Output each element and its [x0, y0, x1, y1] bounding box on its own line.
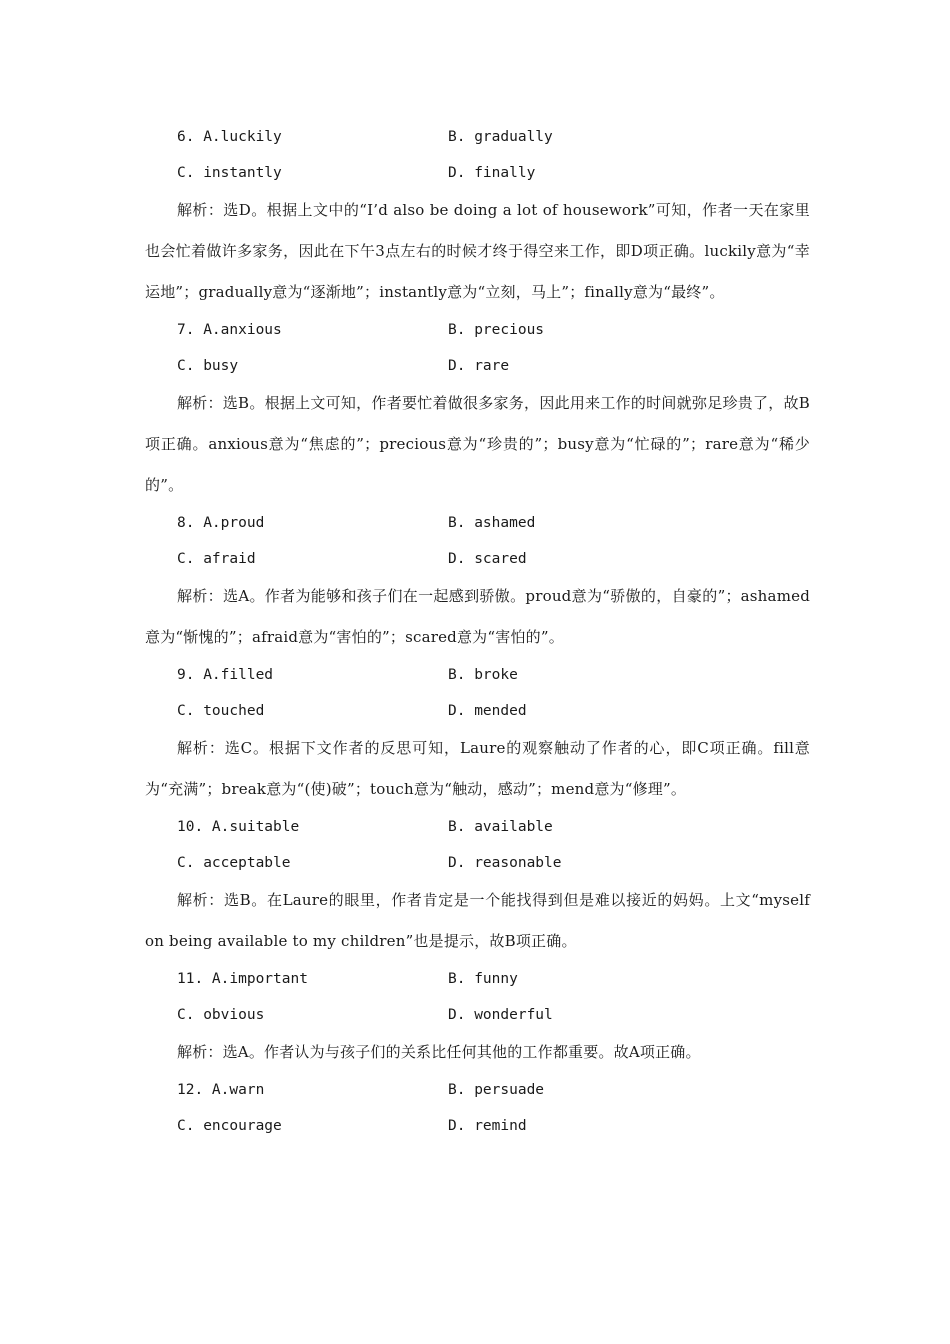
analysis-text: 解析：选B。在Laure的眼里，作者肯定是一个能找得到但是难以接近的妈妈。上文“myself on being available to my children”也是提示，故B项正确。: [145, 891, 810, 950]
option-c: C. acceptable: [177, 855, 291, 871]
option-row-cd: [145, 351, 810, 387]
option-row-ab: [145, 122, 810, 158]
option-d: D. finally: [448, 165, 536, 181]
option-a: 6. A.luckily: [177, 129, 282, 145]
option-a: 9. A.filled: [177, 667, 274, 683]
analysis-text: 解析：选A。作者认为与孩子们的关系比任何其他的工作都重要。故A项正确。: [177, 1043, 701, 1061]
option-a: 10. A.suitable: [177, 819, 300, 835]
analysis-text: 解析：选D。根据上文中的“I’d also be doing a lot of housework”可知，作者一天在家里也会忙着做许多家务，因此在下午3点左右的时候才终于得空来工作，即D项正确。luckily意为“幸运地”；gradually意为“逐渐地”；instantly意为“立刻，马上”；finally意为“最终”。: [145, 201, 810, 301]
option-row-ab: [145, 508, 810, 544]
option-row-cd: [145, 544, 810, 580]
option-row-cd: [145, 1111, 810, 1147]
option-d: D. wonderful: [448, 1007, 553, 1023]
option-row-ab: [145, 964, 810, 1000]
question-11: [145, 964, 810, 1073]
option-d: D. mended: [448, 703, 527, 719]
option-row-cd: [145, 1000, 810, 1036]
option-c: C. encourage: [177, 1118, 282, 1134]
option-a: 12. A.warn: [177, 1082, 265, 1098]
option-b: B. gradually: [448, 129, 553, 145]
option-row-cd: [145, 696, 810, 732]
question-10: [145, 812, 810, 962]
option-row-ab: [145, 812, 810, 848]
question-8: [145, 508, 810, 658]
option-a: 7. A.anxious: [177, 322, 282, 338]
question-12: [145, 1075, 810, 1147]
option-d: D. rare: [448, 358, 510, 374]
option-row-cd: [145, 848, 810, 884]
option-row-ab: [145, 315, 810, 351]
option-b: B. funny: [448, 971, 518, 987]
question-9: [145, 660, 810, 810]
option-row-ab: [145, 1075, 810, 1111]
analysis-text: 解析：选A。作者为能够和孩子们在一起感到骄傲。proud意为“骄傲的，自豪的”；ashamed意为“惭愧的”；afraid意为“害怕的”；scared意为“害怕的”。: [145, 587, 810, 646]
option-c: C. obvious: [177, 1007, 265, 1023]
question-7: [145, 315, 810, 506]
option-c: C. touched: [177, 703, 265, 719]
option-d: D. scared: [448, 551, 527, 567]
option-b: B. precious: [448, 322, 545, 338]
option-c: C. busy: [177, 358, 239, 374]
option-b: B. broke: [448, 667, 518, 683]
option-d: D. remind: [448, 1118, 527, 1134]
option-row-cd: [145, 158, 810, 194]
option-a: 11. A.important: [177, 971, 308, 987]
option-d: D. reasonable: [448, 855, 562, 871]
option-b: B. ashamed: [448, 515, 536, 531]
option-c: C. afraid: [177, 551, 256, 567]
option-a: 8. A.proud: [177, 515, 265, 531]
option-row-ab: [145, 660, 810, 696]
option-b: B. available: [448, 819, 553, 835]
analysis-text: 解析：选C。根据下文作者的反思可知，Laure的观察触动了作者的心，即C项正确。fill意为“充满”；break意为“(使)破”；touch意为“触动，感动”；mend意为“修理”。: [145, 739, 810, 798]
analysis-text: 解析：选B。根据上文可知，作者要忙着做很多家务，因此用来工作的时间就弥足珍贵了，故B项正确。anxious意为“焦虑的”；precious意为“珍贵的”；busy意为“忙碌的”；rare意为“稀少的”。: [145, 394, 810, 494]
option-c: C. instantly: [177, 165, 282, 181]
option-b: B. persuade: [448, 1082, 545, 1098]
question-6: [145, 122, 810, 313]
question-list: [145, 122, 810, 1147]
